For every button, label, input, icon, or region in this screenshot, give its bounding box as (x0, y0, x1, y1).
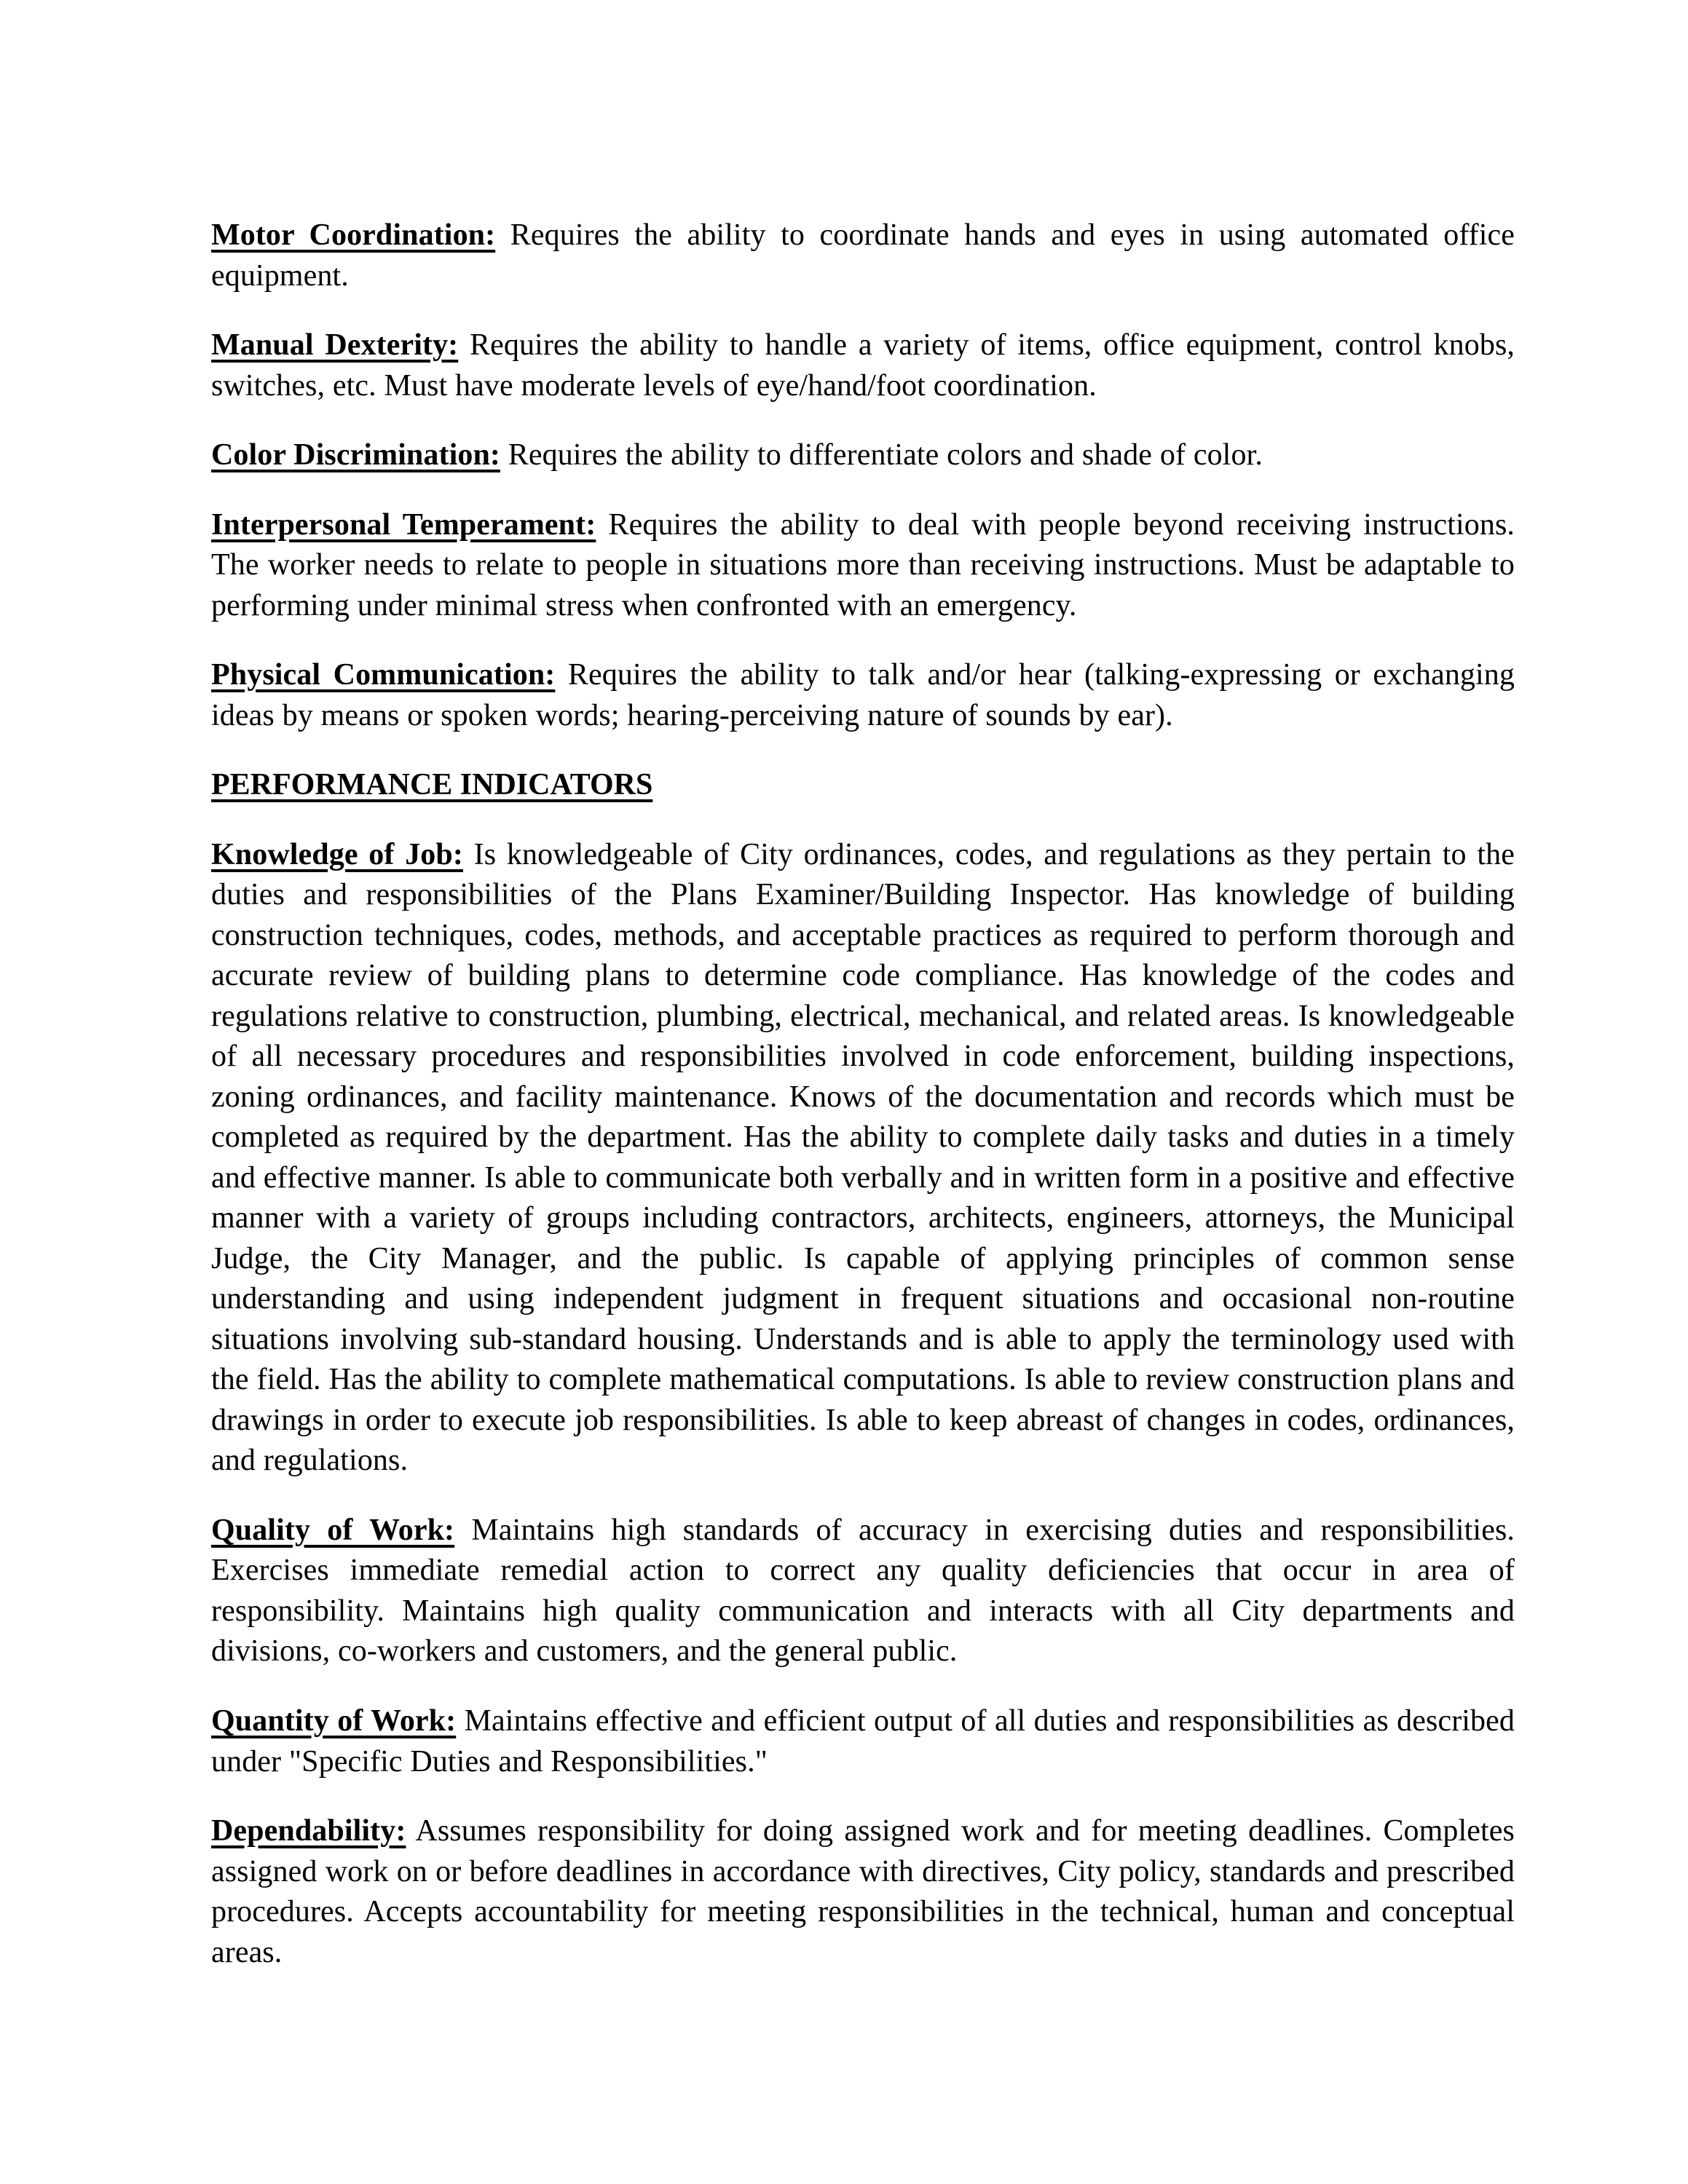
document-content (211, 215, 1515, 1973)
paragraph-text-knowledge-of-job: Is knowledgeable of City ordinances, codes, and regulations as they pertain to the duties and responsibilities of the Plans Examiner/Building Inspector. Has knowledge of building construction techniques, codes, methods, and acceptable practices as required to perform thorough and accurate review of building plans to determine code compliance. Has knowledge of the codes and regulations relative to construction, plumbing, electrical, mechanical, and related areas. Is knowledgeable of all necessary procedures and responsibilities involved in code enforcement, building inspections, zoning ordinances, and facility maintenance. Knows of the documentation and records which must be completed as required by the department. Has the ability to complete daily tasks and duties in a timely and effective manner. Is able to communicate both verbally and in written form in a positive and effective manner with a variety of groups including contractors, architects, engineers, attorneys, the Municipal Judge, the City Manager, and the public. Is capable of applying principles of common sense understanding and using independent judgment in frequent situations and occasional non-routine situations involving sub-standard housing. Understands and is able to apply the terminology used with the field. Has the ability to complete mathematical computations. Is able to review construction plans and drawings in order to execute job responsibilities. Is able to keep abreast of changes in codes, ordinances, and regulations. (211, 837, 1515, 1478)
paragraph-text-quantity-of-work: Maintains effective and efficient output of all duties and responsibilities as described under "Specific Duties and Responsibilities." (211, 1704, 1515, 1779)
paragraph-lead-manual-dexterity: Manual Dexterity: (211, 328, 459, 363)
paragraph-lead-knowledge-of-job: Knowledge of Job: (211, 837, 463, 871)
paragraph-color-discrimination (211, 435, 1515, 476)
paragraph-interpersonal-temperament (211, 505, 1515, 627)
paragraph-text-color-discrimination: Requires the ability to differentiate colors and shade of color. (500, 438, 1263, 472)
paragraph-lead-color-discrimination: Color Discrimination: (211, 438, 500, 472)
paragraph-text-quality-of-work: Maintains high standards of accuracy in exercising duties and responsibilities. Exercises immediate remedial action to correct any quality deficiencies that occur in area of responsibility. Maintains high quality communication and interacts with all City departments and divisions, co-workers and customers, and the general public. (211, 1513, 1515, 1669)
paragraph-lead-quantity-of-work: Quantity of Work: (211, 1704, 457, 1738)
paragraph-text-dependability: Assumes responsibility for doing assigned work and for meeting deadlines. Completes assigned work on or before deadlines in accordance with directives, City policy, standards and prescribed procedures. Accepts accountability for meeting responsibilities in the technical, human and conceptual areas. (211, 1814, 1515, 1969)
paragraph-physical-communication (211, 655, 1515, 736)
paragraph-text-physical-communication: Requires the ability to talk and/or hear (talking-expressing or exchanging ideas by means or spoken words; hearing-perceiving nature of sounds by ear). (211, 658, 1515, 732)
paragraph-quality-of-work (211, 1511, 1515, 1672)
paragraph-lead-quality-of-work: Quality of Work: (211, 1513, 455, 1547)
section-heading-wrapper (211, 765, 1515, 806)
paragraph-lead-physical-communication: Physical Communication: (211, 658, 556, 692)
paragraph-dependability (211, 1811, 1515, 1973)
paragraph-quantity-of-work (211, 1701, 1515, 1782)
paragraph-lead-motor-coordination: Motor Coordination: (211, 218, 496, 252)
paragraph-text-motor-coordination: Requires the ability to coordinate hands and eyes in using automated office equipment. (211, 218, 1515, 293)
paragraph-text-manual-dexterity: Requires the ability to handle a variety of items, office equipment, control knobs, switches, etc. Must have moderate levels of eye/hand/foot coordination. (211, 328, 1515, 403)
paragraph-manual-dexterity (211, 325, 1515, 406)
section-heading-performance-indicators: PERFORMANCE INDICATORS (211, 768, 653, 802)
paragraph-lead-interpersonal-temperament: Interpersonal Temperament: (211, 507, 596, 542)
paragraph-lead-dependability: Dependability: (211, 1814, 406, 1848)
paragraph-text-interpersonal-temperament: Requires the ability to deal with people beyond receiving instructions. The worker needs to relate to people in situations more than receiving instructions. Must be adaptable to performing under minimal stress when confronted with an emergency. (211, 507, 1515, 622)
paragraph-motor-coordination (211, 215, 1515, 296)
paragraph-knowledge-of-job (211, 835, 1515, 1481)
